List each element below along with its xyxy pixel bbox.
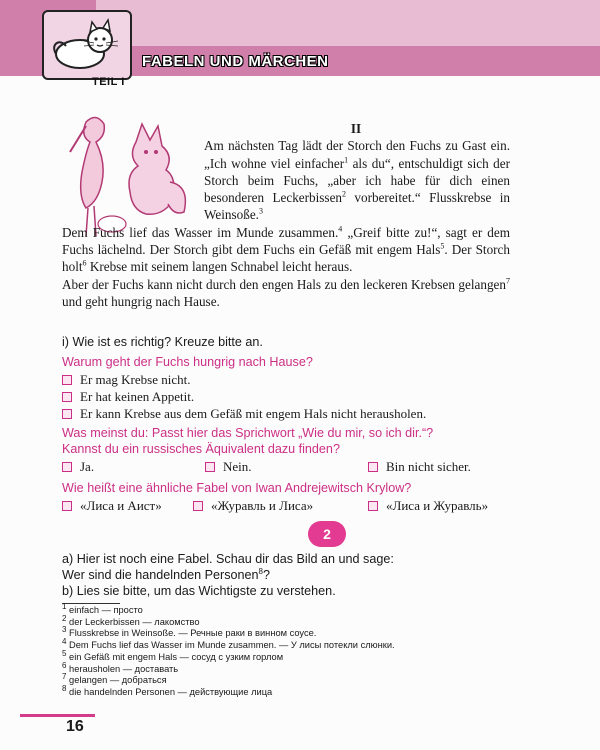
checkbox[interactable] bbox=[62, 501, 72, 511]
footnote-7: $^7$ gelangen — добраться bbox=[62, 672, 167, 686]
q2-option-3[interactable]: Bin nicht sicher. bbox=[368, 459, 471, 475]
footnote-5: $^5$ ein Gefäß mit engem Hals — сосуд с узким горлом bbox=[62, 648, 284, 662]
footnote-4: $^4$ Dem Fuchs lief das Wasser im Munde zusammen. — У лисы потекли слюнки. bbox=[62, 637, 395, 651]
checkbox[interactable] bbox=[62, 392, 72, 402]
section-title: FABELN UND MÄRCHEN bbox=[142, 53, 329, 70]
section-logo bbox=[42, 10, 132, 80]
footnote-divider bbox=[62, 603, 120, 604]
checkbox[interactable] bbox=[368, 501, 378, 511]
footer-accent-line bbox=[20, 714, 95, 717]
q1-option-2[interactable]: Er hat keinen Appetit. bbox=[62, 389, 194, 405]
q1-option-1[interactable]: Er mag Krebse nicht. bbox=[62, 372, 190, 388]
checkbox[interactable] bbox=[205, 462, 215, 472]
fable-paragraph-2: Dem Fuchs lief das Wasser im Munde zusammen.$^4$ „Greif bitte zu!“, sagt er dem Fuchs lächelnd. Der Storch gibt dem Fuchs ein Gefäß mit engem Hals$^5$. Der Storch holt$^6$ Krebse mit seinem langen Schnabel leicht heraus. bbox=[62, 224, 511, 275]
footnote-2: $^2$ der Leckerbissen — лакомство bbox=[62, 613, 200, 627]
question-2-line-1: Was meinst du: Passt hier das Sprichwort „Wie du mir, so ich dir.“? bbox=[62, 426, 434, 440]
checkbox[interactable] bbox=[62, 409, 72, 419]
q3-option-1[interactable]: «Лиса и Аист» bbox=[62, 498, 162, 514]
q3-option-2[interactable]: «Журавль и Лиса» bbox=[193, 498, 313, 514]
part-label: TEIL I bbox=[92, 76, 125, 88]
header-band-light bbox=[96, 0, 600, 46]
footnote-1: $^1$ einfach — просто bbox=[62, 601, 143, 615]
question-1: Warum geht der Fuchs hungrig nach Hause? bbox=[62, 355, 313, 369]
page-number: 16 bbox=[66, 718, 84, 735]
checkbox[interactable] bbox=[368, 462, 378, 472]
fable-part-number: II bbox=[350, 121, 362, 136]
footnote-3: $^3$ Flusskrebse in Weinsoße. — Речные раки в винном соусе. bbox=[62, 625, 317, 639]
footnote-8: $^8$ die handelnden Personen — действующие лица bbox=[62, 683, 273, 697]
footnote-6: $^6$ herausholen — доставать bbox=[62, 660, 179, 674]
q1-option-3[interactable]: Er kann Krebse aus dem Gefäß mit engem Hals nicht herausholen. bbox=[62, 406, 426, 422]
q2-option-1[interactable]: Ja. bbox=[62, 459, 94, 475]
exercise-number-badge: 2 bbox=[308, 521, 346, 547]
cat-logo-icon bbox=[50, 16, 124, 74]
q2-option-2[interactable]: Nein. bbox=[205, 459, 252, 475]
checkbox[interactable] bbox=[193, 501, 203, 511]
fable-paragraph-3: Aber der Fuchs kann nicht durch den engen Hals zu den leckeren Krebsen gelangen$^7$ und geht hungrig nach Hause. bbox=[62, 276, 510, 309]
fable-text bbox=[62, 120, 510, 310]
task-a-line-2: Wer sind die handelnden Personen$^8$? bbox=[62, 566, 270, 582]
fable-paragraph-1: Am nächsten Tag lädt der Storch den Fuchs zu Gast ein. „Ich wohne viel einfacher$^1$ als du“, entschuldigt sich der Storch beim Fuchs, „aber ich habe für dich einen besonderen Leckerbissen$^2$ vorbereitet.“ Flusskrebse in Weinsoße.$^3$ bbox=[204, 138, 510, 223]
task-b: b) Lies sie bitte, um das Wichtigste zu verstehen. bbox=[62, 584, 336, 598]
checkbox[interactable] bbox=[62, 375, 72, 385]
checkbox[interactable] bbox=[62, 462, 72, 472]
question-3: Wie heißt eine ähnliche Fabel von Iwan Andrejewitsch Krylow? bbox=[62, 481, 412, 495]
footnotes bbox=[62, 601, 395, 699]
task-a-line-1: a) Hier ist noch eine Fabel. Schau dir das Bild an und sage: bbox=[62, 552, 394, 566]
q3-option-3[interactable]: «Лиса и Журавль» bbox=[368, 498, 488, 514]
question-2-line-2: Kannst du ein russisches Äquivalent dazu finden? bbox=[62, 442, 340, 456]
task-i-instruction: i) Wie ist es richtig? Kreuze bitte an. bbox=[62, 335, 263, 349]
